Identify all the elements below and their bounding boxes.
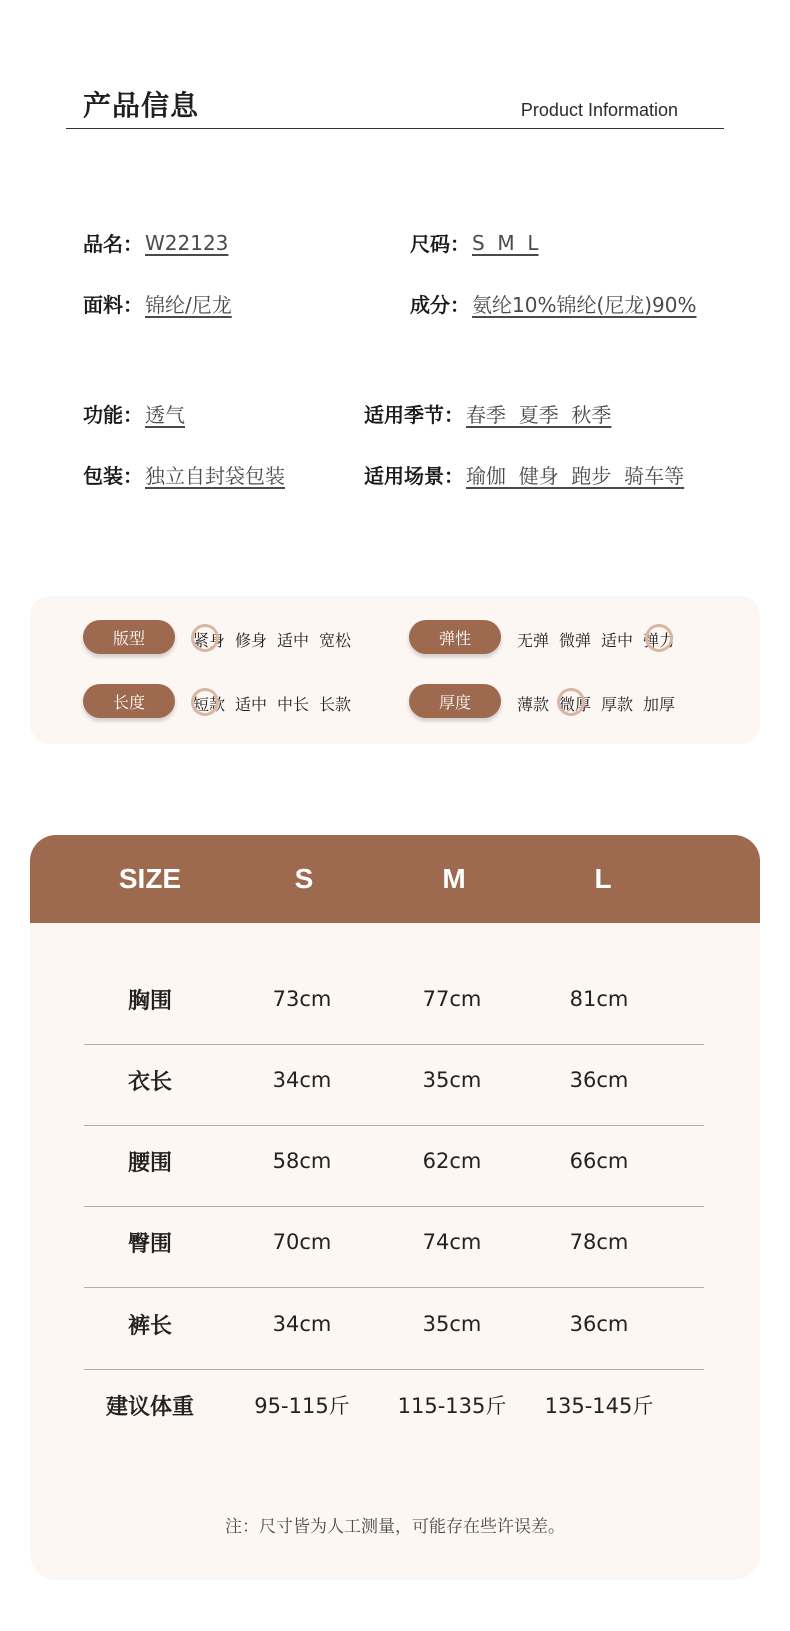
attr-option: 弹力 [643,628,675,651]
scene-label: 适用场景： [364,464,464,488]
attr-option: 微弹 [559,631,592,650]
table-row [30,1200,760,1284]
function-label: 功能： [83,403,143,427]
attr-elasticity-pill: 弹性 [409,620,501,654]
info-scene [364,460,684,489]
info-product-name [83,228,228,257]
info-composition [410,289,697,318]
attr-option: 短款 [193,692,225,715]
cell-m: 35cm [422,1312,482,1336]
table-row [30,1363,760,1447]
table-row [30,1038,760,1122]
product-name-label: 品名： [83,232,143,256]
row-label: 裤长 [127,1313,172,1339]
attr-fit-pill: 版型 [83,620,175,654]
attr-thickness-options [517,692,675,715]
attr-option: 修身 [235,631,268,650]
header-s: S [294,863,314,894]
row-label: 建议体重 [105,1394,194,1420]
cell-s: 34cm [272,1068,332,1092]
attr-length-options [193,692,351,715]
package-value: 独立自封袋包装 [145,464,285,488]
table-row [30,1119,760,1203]
cell-s: 34cm [272,1312,332,1336]
cell-m: 74cm [422,1230,482,1254]
cell-s: 73cm [272,987,332,1011]
header-l: L [594,863,612,894]
row-label: 臀围 [127,1231,172,1257]
attr-option: 适中 [601,631,634,650]
composition-label: 成分： [410,293,470,317]
attr-elasticity-options [517,628,675,651]
cell-l: 36cm [569,1068,629,1092]
page-title: 产品信息 [83,89,200,122]
cell-l: 81cm [569,987,629,1011]
cell-l: 135-145斤 [544,1394,654,1418]
product-name-value: W22123 [145,230,229,255]
size-value: S M L [472,230,539,255]
attr-option: 适中 [277,631,310,650]
attr-option: 长款 [319,695,352,714]
selected-ring-icon [191,688,219,716]
size-chart-header [30,835,760,923]
size-label: 尺码： [410,232,470,256]
cell-l: 36cm [569,1312,629,1336]
cell-m: 115-135斤 [397,1394,507,1418]
header-m: M [442,863,466,894]
attr-option: 适中 [235,695,268,714]
info-season [364,399,611,428]
header-size: SIZE [118,863,182,894]
attr-option: 无弹 [517,631,550,650]
attr-option: 微厚 [559,692,591,715]
attr-option: 加厚 [643,695,676,714]
attr-option: 紧身 [193,628,225,651]
row-label: 腰围 [127,1150,172,1176]
attr-length-pill: 长度 [83,684,175,718]
title-divider [66,128,724,129]
table-row [30,957,760,1041]
row-label: 衣长 [127,1069,172,1095]
cell-m: 62cm [422,1149,482,1173]
cell-s: 95-115斤 [254,1394,350,1418]
season-value: 春季 夏季 秋季 [466,403,612,427]
cell-s: 70cm [272,1230,332,1254]
selected-ring-icon [645,624,673,652]
size-chart [30,835,760,1580]
table-row [30,1282,760,1366]
cell-m: 77cm [422,987,482,1011]
page-subtitle: Product Information [520,100,678,120]
attr-option: 宽松 [319,631,352,650]
cell-m: 35cm [422,1068,482,1092]
attr-thickness-pill: 厚度 [409,684,501,718]
attr-option: 薄款 [517,695,550,714]
scene-value: 瑜伽 健身 跑步 骑车等 [466,464,685,488]
selected-ring-icon [191,624,219,652]
attr-option: 中长 [277,695,310,714]
row-label: 胸围 [127,988,172,1014]
cell-l: 78cm [569,1230,629,1254]
attribute-panel [30,596,760,744]
selected-ring-icon [557,688,585,716]
attr-option: 厚款 [601,695,634,714]
cell-s: 58cm [272,1149,332,1173]
fabric-label: 面料： [83,293,143,317]
season-label: 适用季节： [364,403,464,427]
package-label: 包装： [83,464,143,488]
cell-l: 66cm [569,1149,629,1173]
measurement-note: 注：尺寸皆为人工测量，可能存在些许误差。 [225,1517,565,1537]
composition-value: 氨纶10%锦纶(尼龙)90% [472,293,697,317]
function-value: 透气 [145,403,185,427]
info-size [410,228,539,257]
attr-fit-options [193,628,351,651]
info-function [83,399,185,428]
fabric-value: 锦纶/尼龙 [145,293,232,317]
info-fabric [83,289,232,318]
info-package [83,460,285,489]
